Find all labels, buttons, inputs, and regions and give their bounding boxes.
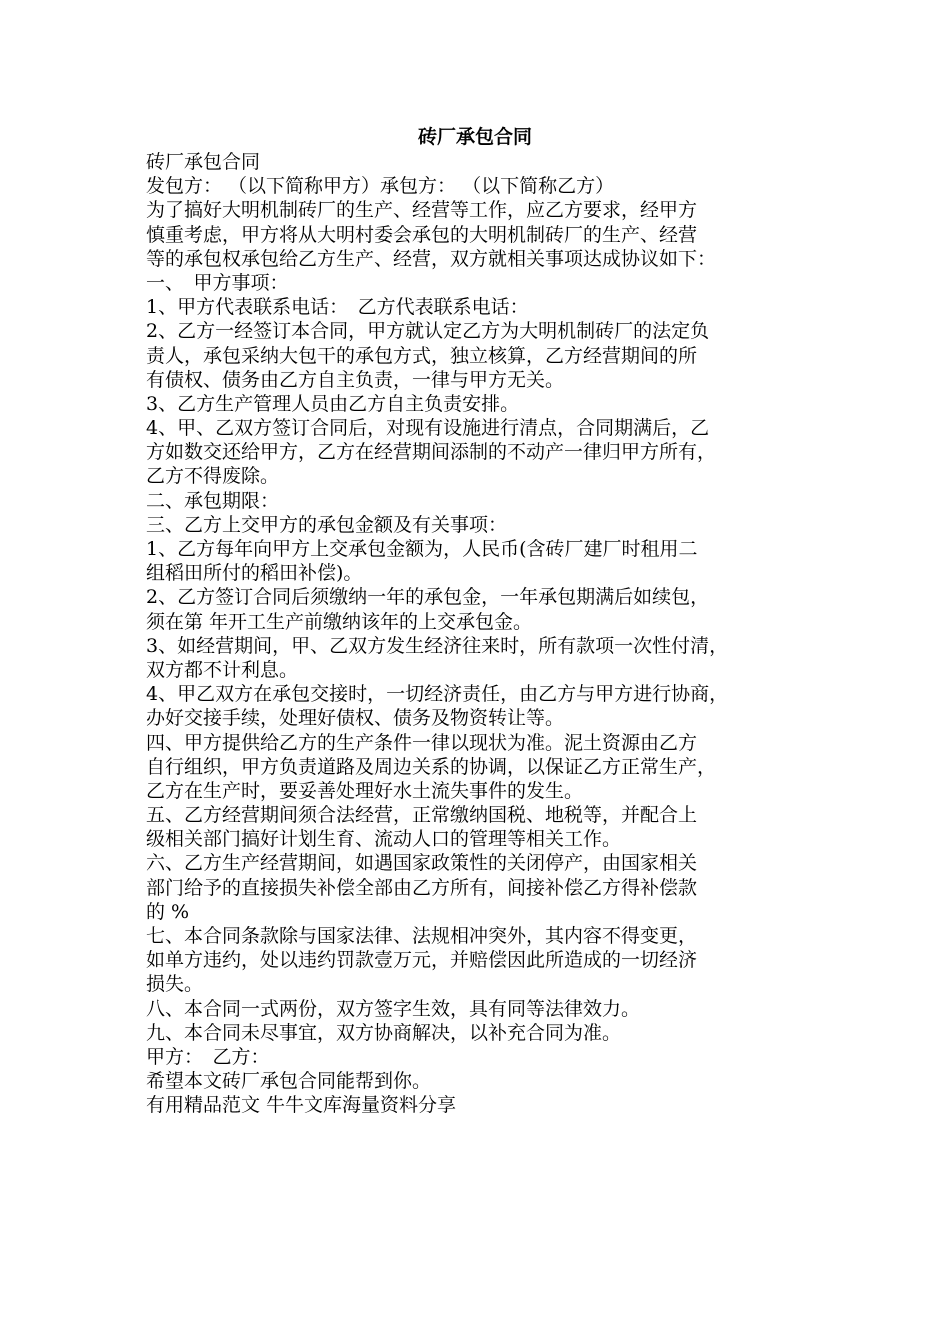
document-line: 四、甲方提供给乙方的生产条件一律以现状为准。泥土资源由乙方 <box>146 731 698 754</box>
document-line: 损失。 <box>146 973 204 996</box>
document-line: 有债权、债务由乙方自主负责，一律与甲方无关。 <box>146 368 565 391</box>
document-line: 有用精品范文 牛牛文库海量资料分享 <box>146 1094 457 1117</box>
document-line: 二、承包期限： <box>146 489 280 512</box>
document-line: 五、乙方经营期间须合法经营，正常缴纳国税、地税等，并配合上 <box>146 804 698 827</box>
document-line: 发包方： （以下简称甲方）承包方： （以下简称乙方） <box>146 175 615 198</box>
document-line: 九、本合同未尽事宜，双方协商解决，以补充合同为准。 <box>146 1021 622 1044</box>
document-line: 如单方违约，处以违约罚款壹万元，并赔偿因此所造成的一切经济 <box>146 949 698 972</box>
document-line: 组稻田所付的稻田补偿)。 <box>146 562 363 585</box>
document-line: 部门给予的直接损失补偿全部由乙方所有，间接补偿乙方得补偿款 <box>146 876 698 899</box>
document-line: 三、乙方上交甲方的承包金额及有关事项： <box>146 513 508 536</box>
document-line: 1、甲方代表联系电话： 乙方代表联系电话： <box>146 296 529 319</box>
document-line: 2、乙方签订合同后须缴纳一年的承包金，一年承包期满后如续包， <box>146 586 710 609</box>
document-line: 的 % <box>146 900 190 923</box>
document-line: 七、本合同条款除与国家法律、法规相冲突外，其内容不得变更， <box>146 925 698 947</box>
document-line: 乙方不得废除。 <box>146 465 280 488</box>
document-line: 4、甲、乙双方签订合同后，对现有设施进行清点，合同期满后，乙 <box>146 417 710 440</box>
document-line: 责人，承包采纳大包干的承包方式，独立核算，乙方经营期间的所 <box>146 344 698 367</box>
document-line: 八、本合同一式两份，双方签字生效，具有同等法律效力。 <box>146 997 641 1020</box>
document-line: 级相关部门搞好计划生育、流动人口的管理等相关工作。 <box>146 828 622 851</box>
document-body <box>146 150 826 1118</box>
document-line: 砖厂承包合同 <box>146 151 261 173</box>
document-line: 乙方在生产时，要妥善处理好水土流失事件的发生。 <box>146 779 584 802</box>
document-line: 3、如经营期间，甲、乙双方发生经济往来时，所有款项一次性付清， <box>146 634 729 657</box>
document-line: 双方都不计利息。 <box>146 658 299 681</box>
document-line: 甲方： 乙方： <box>146 1045 270 1068</box>
document-line: 须在第 年开工生产前缴纳该年的上交承包金。 <box>146 610 533 633</box>
document-line: 3、乙方生产管理人员由乙方自主负责安排。 <box>146 392 520 415</box>
document-line: 希望本文砖厂承包合同能帮到你。 <box>146 1070 432 1093</box>
document-line: 自行组织，甲方负责道路及周边关系的协调，以保证乙方正常生产， <box>146 755 717 778</box>
document-line: 一、 甲方事项： <box>146 271 289 294</box>
document-title: 砖厂承包合同 <box>417 126 532 148</box>
document-line: 4、甲乙双方在承包交接时，一切经济责任，由乙方与甲方进行协商， <box>146 683 729 706</box>
document-line: 1、乙方每年向甲方上交承包金额为，人民币(含砖厂建厂时租用二 <box>146 538 698 560</box>
document-line: 2、乙方一经签订本合同，甲方就认定乙方为大明机制砖厂的法定负 <box>146 320 710 343</box>
document-line: 方如数交还给甲方，乙方在经营期间添制的不动产一律归甲方所有， <box>146 441 717 464</box>
document-line: 等的承包权承包给乙方生产、经营，双方就相关事项达成协议如下： <box>146 247 717 270</box>
document-line: 办好交接手续，处理好债权、债务及物资转让等。 <box>146 707 565 730</box>
document-line: 为了搞好大明机制砖厂的生产、经营等工作，应乙方要求，经甲方 <box>146 199 698 222</box>
document-line: 慎重考虑，甲方将从大明村委会承包的大明机制砖厂的生产、经营 <box>146 223 698 246</box>
document-line: 六、乙方生产经营期间，如遇国家政策性的关闭停产，由国家相关 <box>146 852 698 875</box>
